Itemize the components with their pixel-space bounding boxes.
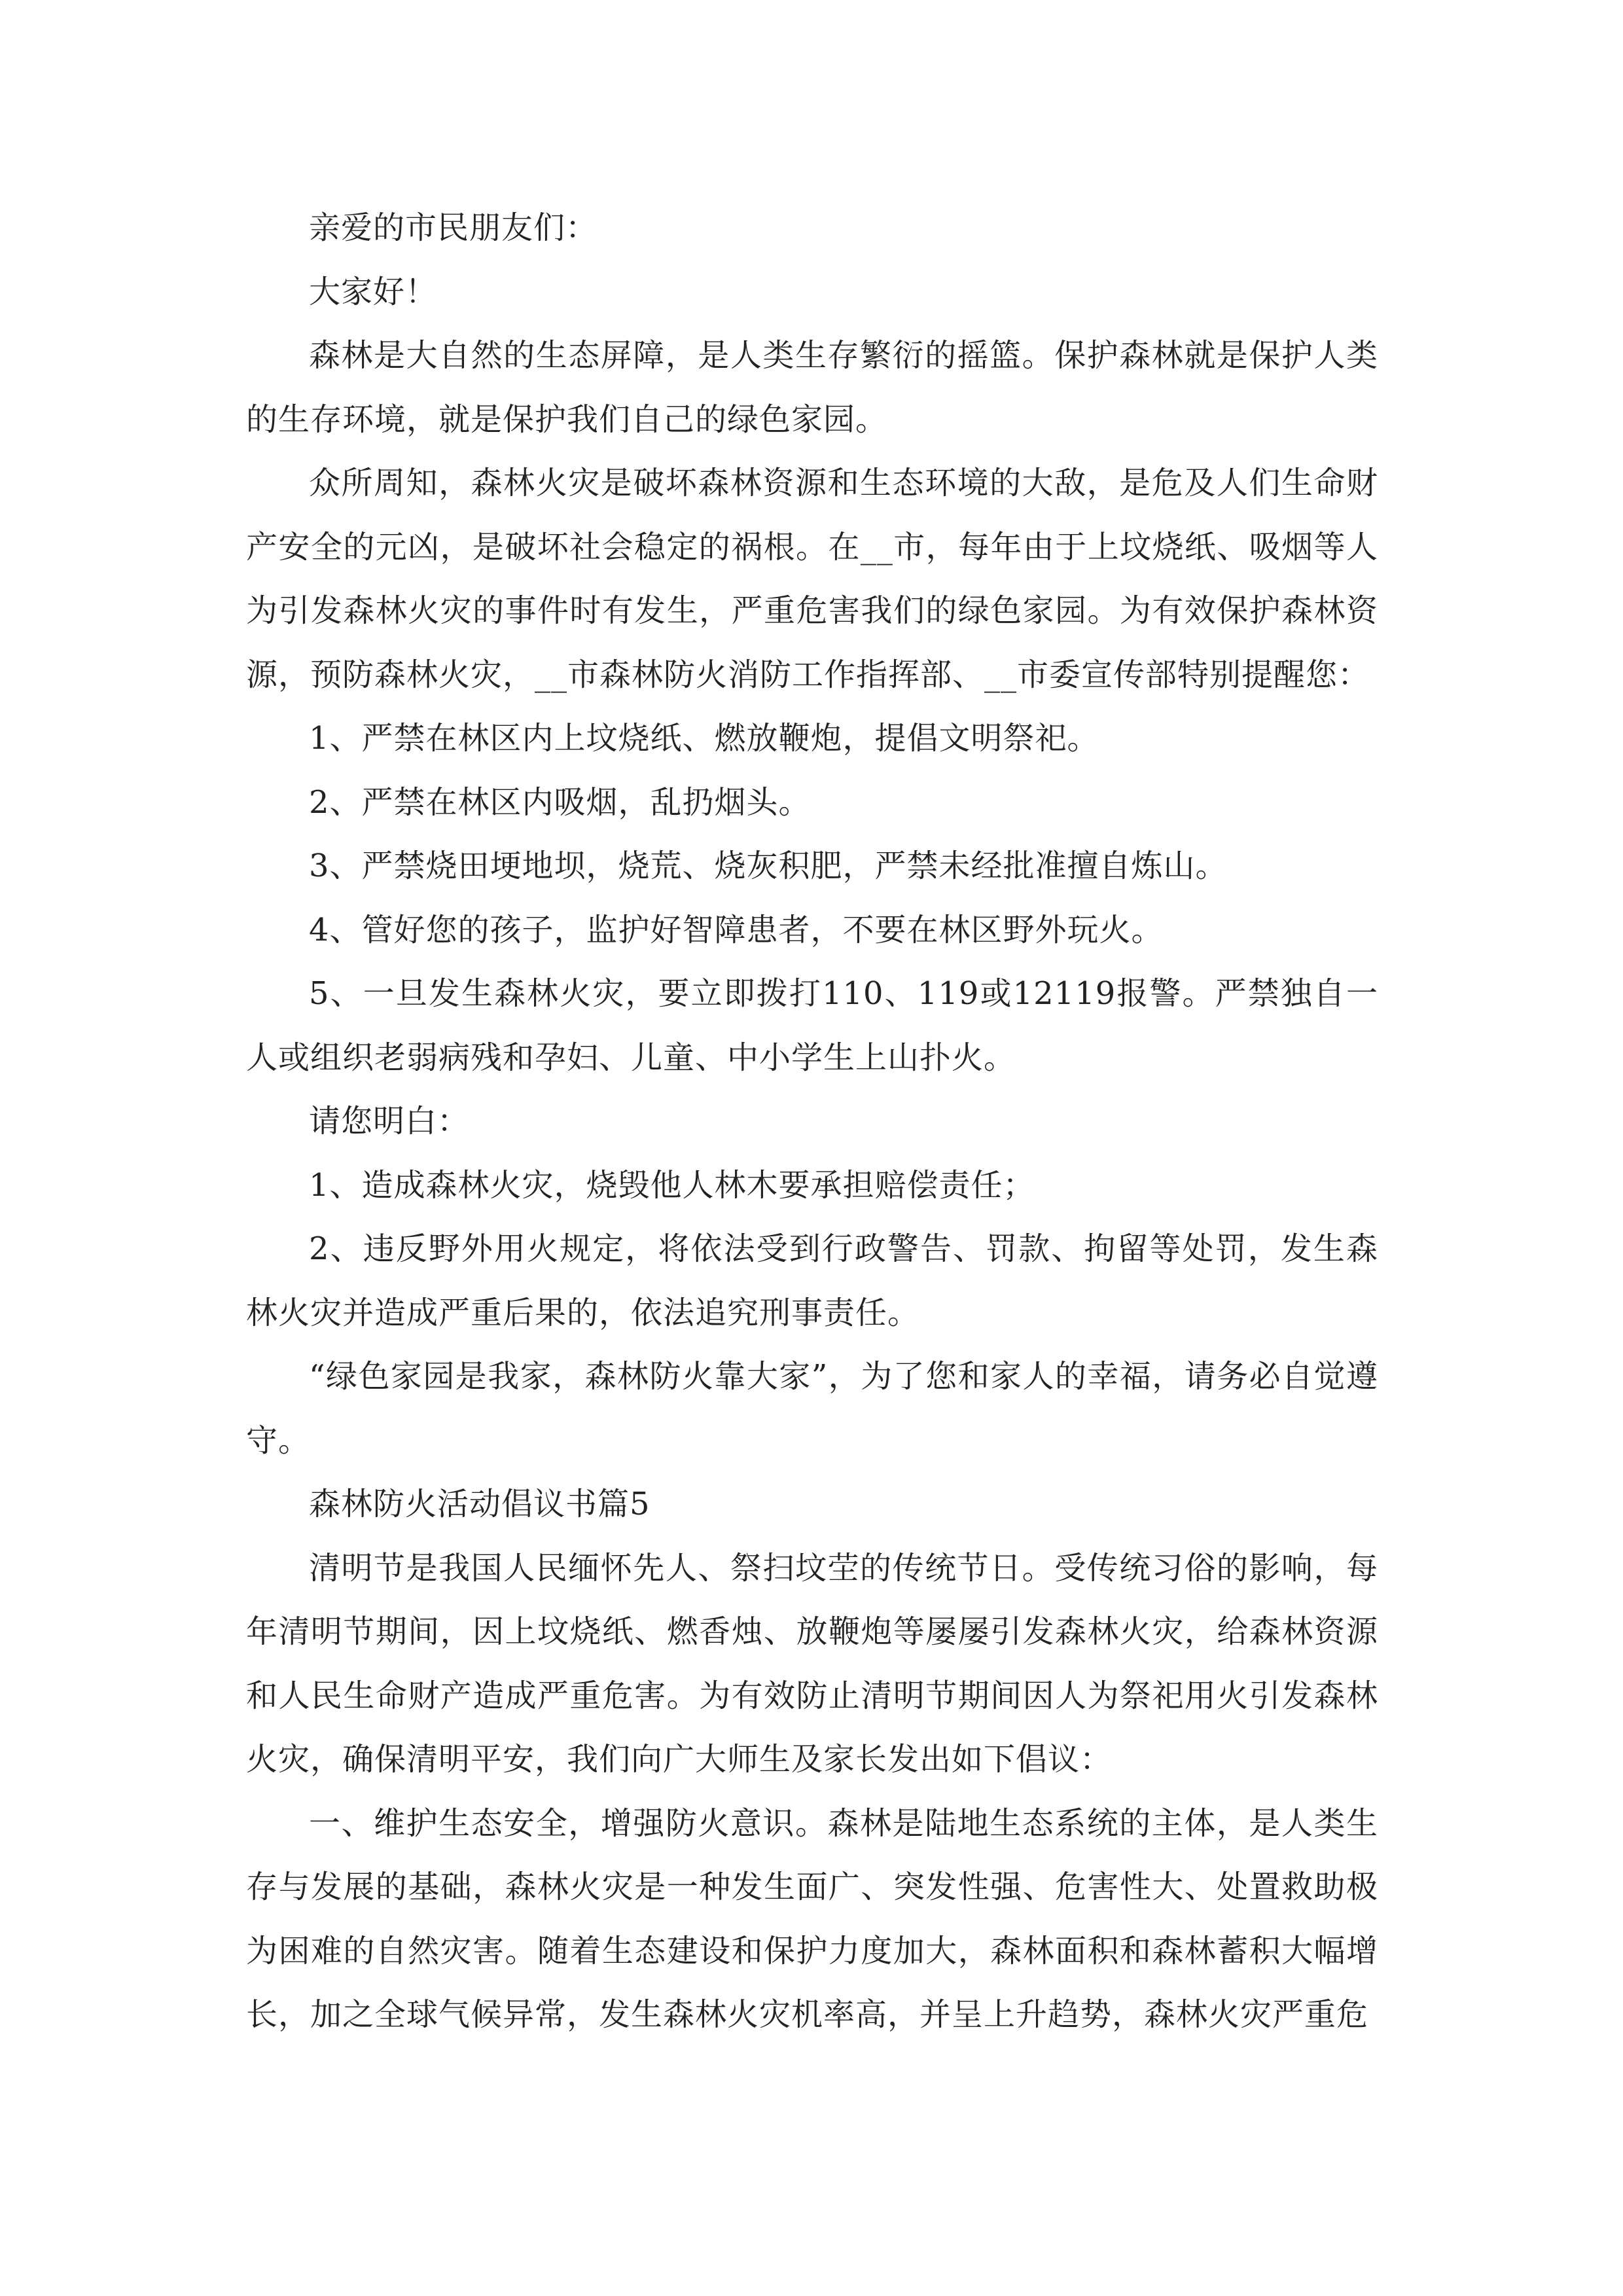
paragraph: 清明节是我国人民缅怀先人、祭扫坟茔的传统节日。受传统习俗的影响，每年清明节期间，因上坟烧纸、燃香烛、放鞭炮等屡屡引发森林火灾，给森林资源和人民生命财产造成严重危害。为有效防止清明节期间因人为祭祀用火引发森林火灾，确保清明平安，我们向广大师生及家长发出如下倡议： bbox=[246, 1549, 1378, 1778]
section-heading: 森林防火活动倡议书篇5 bbox=[309, 1486, 651, 1522]
paragraph: 众所周知，森林火灾是破坏森林资源和生态环境的大敌，是危及人们生命财产安全的元凶，是破坏社会稳定的祸根。在__市，每年由于上坟烧纸、吸烟等人为引发森林火灾的事件时有发生，严重危害我们的绿色家园。为有效保护森林资源，预防森林火灾，__市森林防火消防工作指挥部、__市委宣传部特别提醒您： bbox=[246, 465, 1378, 693]
list-item: 3、严禁烧田埂地坝，烧荒、烧灰积肥，严禁未经批准擅自炼山。 bbox=[309, 848, 1228, 884]
paragraph: 森林是大自然的生态屏障，是人类生存繁衍的摇篮。保护森林就是保护人类的生存环境，就是保护我们自己的绿色家园。 bbox=[246, 337, 1378, 438]
paragraph: “绿色家园是我家，森林防火靠大家”，为了您和家人的幸福，请务必自觉遵守。 bbox=[246, 1358, 1378, 1459]
salutation: 大家好！ bbox=[309, 273, 438, 310]
document-body bbox=[246, 196, 1378, 2047]
paragraph: 请您明白： bbox=[309, 1103, 470, 1139]
paragraph: 一、维护生态安全，增强防火意识。森林是陆地生态系统的主体，是人类生存与发展的基础，森林火灾是一种发生面广、突发性强、危害性大、处置救助极为困难的自然灾害。随着生态建设和保护力度加大，森林面积和森林蓄积大幅增长，加之全球气候异常，发生森林火灾机率高，并呈上升趋势，森林火灾严重危 bbox=[246, 1804, 1378, 2033]
list-item: 4、管好您的孩子，监护好智障患者，不要在林区野外玩火。 bbox=[309, 911, 1164, 948]
list-item: 1、严禁在林区内上坟烧纸、燃放鞭炮，提倡文明祭祀。 bbox=[309, 720, 1099, 757]
greeting: 亲爱的市民朋友们： bbox=[309, 209, 598, 246]
list-item: 2、违反野外用火规定，将依法受到行政警告、罚款、拘留等处罚，发生森林火灾并造成严重后果的，依法追究刑事责任。 bbox=[246, 1230, 1378, 1331]
list-item: 2、严禁在林区内吸烟，乱扔烟头。 bbox=[309, 783, 811, 821]
list-item: 1、造成森林火灾，烧毁他人林木要承担赔偿责任； bbox=[309, 1166, 1035, 1204]
list-item: 5、一旦发生森林火灾，要立即拨打110、119或12119报警。严禁独自一人或组织老弱病残和孕妇、儿童、中小学生上山扑火。 bbox=[246, 975, 1378, 1076]
